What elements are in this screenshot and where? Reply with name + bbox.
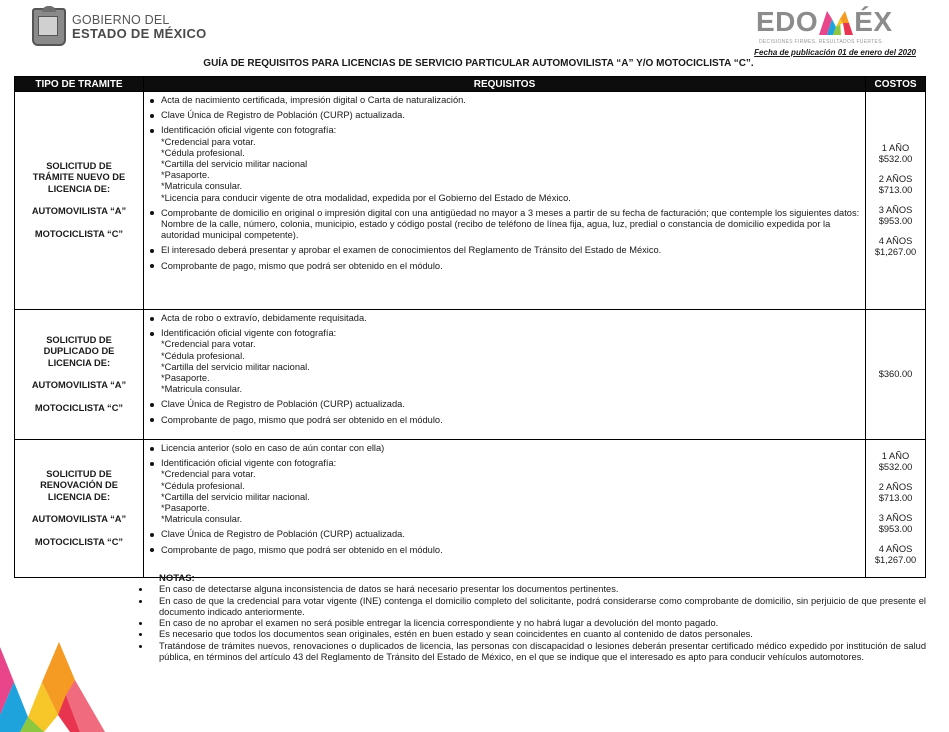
requisito-text: Licencia anterior (solo en caso de aún contar con ella)	[161, 443, 385, 453]
cost-entry	[866, 451, 925, 474]
requisito-text: Comprobante de pago, mismo que podrá ser obtenido en el módulo.	[161, 260, 443, 271]
requisito-subitem: *Cartilla del servicio militar nacional.	[161, 491, 310, 502]
requisito-subitem: *Pasaporte.	[161, 503, 210, 514]
spacer	[15, 526, 143, 537]
cost-period: 2 AÑOS	[878, 173, 913, 184]
spacer	[15, 218, 143, 229]
brand-tagline: DECISIONES FIRMES, RESULTADOS FUERTES.	[759, 39, 884, 45]
cost-entry	[866, 369, 925, 381]
spacer	[15, 392, 143, 403]
tipo-tramite-line: SOLICITUD DE	[46, 160, 112, 171]
requisito-item	[148, 208, 861, 242]
note-item: En caso de detectarse alguna inconsistencia de datos se hará necesario presentar los documentos pertinentes.	[136, 584, 926, 595]
cost-price: $360.00	[878, 368, 913, 379]
tipo-tramite-line: LICENCIA DE:	[47, 357, 111, 368]
requisito-text: Clave Única de Registro de Población (CURP) actualizada.	[161, 529, 405, 540]
requisito-text: Acta de nacimiento certificada, impresión digital o Carta de naturalización.	[161, 95, 466, 105]
requisito-subitem: *Cartilla del servicio militar nacional	[161, 159, 308, 170]
cost-price: $532.00	[878, 462, 913, 472]
tipo-tramite-line: TRÁMITE NUEVO DE	[32, 172, 126, 183]
requisito-item	[148, 95, 861, 106]
requisito-item	[148, 399, 861, 410]
costos-cell	[866, 310, 926, 440]
requisitos-list	[148, 95, 861, 272]
cost-entry	[866, 174, 925, 197]
cost-entry	[866, 205, 925, 228]
table-row	[15, 92, 926, 310]
requisito-item	[148, 245, 861, 256]
requisito-item	[148, 328, 861, 395]
requisito-subitem: *Matricula consular.	[161, 514, 243, 525]
requisitos-list	[148, 443, 861, 556]
tipo-tramite-line: RENOVACIÓN DE	[40, 480, 118, 491]
header-costos: COSTOS	[866, 77, 926, 92]
requisitos-cell	[144, 440, 866, 578]
cost-entry	[866, 143, 925, 166]
requisitos-cell	[144, 92, 866, 310]
cost-price: $953.00	[878, 216, 913, 226]
cost-price: $953.00	[878, 524, 913, 534]
requisito-subitem: *Pasaporte.	[161, 373, 210, 384]
requisito-text: Acta de robo o extravío, debidamente requisitada.	[161, 313, 367, 323]
notes-title: NOTAS:	[159, 573, 195, 584]
cost-price: $532.00	[878, 154, 913, 164]
costos-cell	[866, 92, 926, 310]
requisito-text: Comprobante de domicilio en original o impresión digital con una antigüedad no mayor a 3 meses a partir de su fecha de facturación; que contemple los siguientes datos: Nombre de la calle, número, colonia, municipio, estado y código postal (recibo de teléfono de línea fija, agua, luz, predial o constancia de domicilio expedida por la autoridad municipal competente).	[161, 207, 860, 241]
header-tipo-tramite: TIPO DE TRAMITE	[15, 77, 144, 92]
cost-entry	[866, 544, 925, 567]
requisito-item	[148, 458, 861, 525]
header-requisitos: REQUISITOS	[144, 77, 866, 92]
cost-entry	[866, 236, 925, 259]
requisito-subitem: *Licencia para conducir vigente de otra modalidad, expedida por el Gobierno del Estado de México.	[161, 192, 571, 203]
cost-price: $1,267.00	[874, 555, 917, 565]
cost-entry	[866, 513, 925, 536]
requisito-item	[148, 415, 861, 426]
requisito-item	[148, 545, 861, 556]
note-item: En caso de que la credencial para votar vigente (INE) contenga el domicilio completo del solicitante, podrá considerarse como comprobante de domicilio, sin perjuicio de que presente el documento indicado anteriormente.	[136, 596, 926, 619]
publication-date: Fecha de publicación 01 de enero del 2020	[754, 48, 916, 57]
cost-price: $713.00	[878, 493, 913, 503]
requisito-subitem: *Pasaporte.	[161, 170, 210, 181]
requisito-text: Identificación oficial vigente con fotografía:	[161, 125, 337, 136]
requisito-text: Comprobante de pago, mismo que podrá ser obtenido en el módulo.	[161, 414, 443, 425]
requisito-subitem: *Cartilla del servicio militar nacional.	[161, 361, 310, 372]
cost-period: 3 AÑOS	[878, 204, 913, 215]
tipo-tramite-line: LICENCIA DE:	[47, 183, 111, 194]
note-item: En caso de no aprobar el examen no será posible entregar la licencia correspondiente y no habrá lugar a devolución del monto pagado.	[136, 618, 926, 629]
tipo-tramite-cell	[15, 440, 144, 578]
cost-period: 4 AÑOS	[878, 235, 913, 246]
government-logo	[32, 8, 207, 46]
edomex-logo	[756, 6, 893, 45]
cost-period: 4 AÑOS	[878, 543, 913, 554]
cost-period: 1 AÑO	[881, 142, 910, 153]
brand-text-left: EDO	[756, 6, 819, 37]
tipo-tramite-cell	[15, 92, 144, 310]
requisito-subitem: *Credencial para votar.	[161, 136, 256, 147]
requisito-subitem: *Cédula profesional.	[161, 147, 245, 158]
cost-price: $713.00	[878, 185, 913, 195]
requisito-item	[148, 261, 861, 272]
note-item: Es necesario que todos los documentos sean originales, estén en buen estado y sean coincidentes en cuanto al contenido de datos personales.	[136, 629, 926, 640]
gov-name-line2: ESTADO DE MÉXICO	[72, 26, 207, 41]
cost-price: $1,267.00	[874, 247, 917, 257]
cost-entry	[866, 482, 925, 505]
tipo-tramite-line: SOLICITUD DE	[46, 334, 112, 345]
gov-name-line1: GOBIERNO DEL	[72, 13, 170, 27]
requisito-text: El interesado deberá presentar y aprobar el examen de conocimientos del Reglamento de Tránsito del Estado de México.	[161, 245, 662, 256]
brand-m-icon	[819, 11, 853, 35]
tipo-tramite-line: MOTOCICLISTA “C”	[34, 228, 124, 239]
requisitos-list	[148, 313, 861, 426]
requisito-item	[148, 443, 861, 454]
cost-period: 2 AÑOS	[878, 481, 913, 492]
table-row	[15, 310, 926, 440]
brand-text-right: ÉX	[854, 6, 893, 37]
notes-list	[136, 584, 926, 663]
requisito-item	[148, 529, 861, 540]
tipo-tramite-line: MOTOCICLISTA “C”	[34, 402, 124, 413]
requisito-subitem: *Matricula consular.	[161, 384, 243, 395]
tipo-tramite-cell	[15, 310, 144, 440]
cost-period: 1 AÑO	[881, 450, 910, 461]
requisitos-cell	[144, 310, 866, 440]
requisito-text: Clave Única de Registro de Población (CURP) actualizada.	[161, 399, 405, 410]
tipo-tramite-line: MOTOCICLISTA “C”	[34, 536, 124, 547]
requisito-subitem: *Matricula consular.	[161, 181, 243, 192]
table-header-row	[15, 77, 926, 92]
document-title: GUÍA DE REQUISITOS PARA LICENCIAS DE SERVICIO PARTICULAR AUTOMOVILISTA “A” Y/O MOTOCICLISTA “C”.	[203, 58, 754, 69]
tipo-tramite-line: SOLICITUD DE	[46, 468, 112, 479]
spacer	[15, 195, 143, 206]
tipo-tramite-line: DUPLICADO DE	[43, 346, 115, 357]
spacer	[15, 369, 143, 380]
requisito-item	[148, 313, 861, 324]
table-row	[15, 440, 926, 578]
spacer	[15, 503, 143, 514]
note-item: Tratándose de trámites nuevos, renovaciones o duplicados de licencia, las personas con discapacidad o lesiones deberán presentar certificado médico expedido por institución de salud pública, en términos del artículo 43 del Reglamento de Tránsito del Estado de México, en el que se indique que el interesado es apto para conducir vehículos automotores.	[136, 641, 926, 664]
decorative-brand-m-graphic	[0, 635, 110, 732]
requisito-subitem: *Cédula profesional.	[161, 480, 245, 491]
tipo-tramite-line: AUTOMOVILISTA “A”	[31, 380, 127, 391]
costos-cell	[866, 440, 926, 578]
requisito-text: Comprobante de pago, mismo que podrá ser obtenido en el módulo.	[161, 544, 443, 555]
requisito-item	[148, 125, 861, 203]
requisito-subitem: *Credencial para votar.	[161, 339, 256, 350]
requirements-table	[14, 76, 926, 578]
tipo-tramite-line: AUTOMOVILISTA “A”	[31, 206, 127, 217]
coat-of-arms-icon	[32, 8, 66, 46]
tipo-tramite-line: LICENCIA DE:	[47, 491, 111, 502]
tipo-tramite-line: AUTOMOVILISTA “A”	[31, 514, 127, 525]
requisito-text: Clave Única de Registro de Población (CURP) actualizada.	[161, 110, 405, 121]
requisito-subitem: *Cédula profesional.	[161, 350, 245, 361]
cost-period: 3 AÑOS	[878, 512, 913, 523]
requisito-subitem: *Credencial para votar.	[161, 469, 256, 480]
requisito-text: Identificación oficial vigente con fotografía:	[161, 328, 337, 339]
requisito-text: Identificación oficial vigente con fotografía:	[161, 458, 337, 469]
requisito-item	[148, 110, 861, 121]
notes-section	[136, 573, 926, 663]
